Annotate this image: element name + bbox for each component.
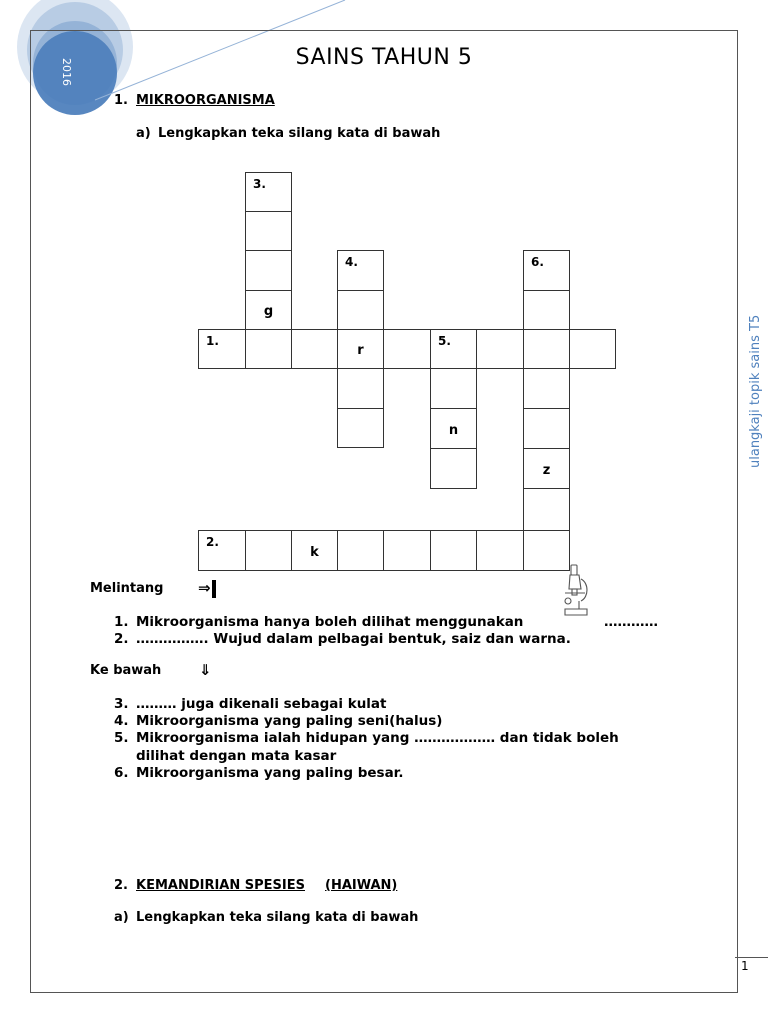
section1-instruction: Lengkapkan teka silang kata di bawah <box>158 126 441 141</box>
clue-number-3: 3. <box>253 177 266 191</box>
down-clue-6 <box>114 765 674 783</box>
across-clue-1 <box>114 614 674 632</box>
down-clue-text: Mikroorganisma yang paling besar. <box>136 765 404 781</box>
given-letter-z: z <box>542 462 551 478</box>
given-letter-k: k <box>310 544 319 560</box>
down-clue-3 <box>114 696 674 714</box>
page-title: SAINS TAHUN 5 <box>295 45 473 70</box>
down-arrow-icon: ⇓ <box>199 661 212 679</box>
down-clue-text-continued: dilihat dengan mata kasar <box>136 748 337 764</box>
down-clue-number: 5. <box>114 730 129 746</box>
side-label: ulangkaji topik sains T5 <box>748 314 763 468</box>
section2-heading-extra: (HAIWAN) <box>325 878 398 893</box>
text-cursor <box>212 580 216 598</box>
given-letter-n: n <box>448 422 459 438</box>
across-clue-number: 1. <box>114 614 129 630</box>
down-clue-number: 4. <box>114 713 129 729</box>
footer-rule <box>735 957 768 958</box>
across-clue-number: 2. <box>114 631 129 647</box>
section1-instruction-prefix: a) <box>136 126 151 141</box>
across-label: Melintang <box>90 581 164 596</box>
across-clue-blank: ………… <box>604 614 658 630</box>
down-clue-4 <box>114 713 674 731</box>
down-clue-number: 3. <box>114 696 129 712</box>
down-clue-text: Mikroorganisma ialah hidupan yang ……………… dan tidak boleh <box>136 730 619 746</box>
across-clue-text: Mikroorganisma hanya boleh dilihat menggunakan <box>136 614 524 630</box>
clue-number-6: 6. <box>531 255 544 269</box>
microscope-icon <box>557 563 593 619</box>
section2-instruction-prefix: a) <box>114 910 129 925</box>
down-clue-number: 6. <box>114 765 129 781</box>
year-label: 2016 <box>60 58 73 86</box>
clue-number-2: 2. <box>206 535 219 549</box>
down-clue-text: Mikroorganisma yang paling seni(halus) <box>136 713 443 729</box>
right-arrow-icon: ⇒ <box>198 579 211 597</box>
page-number: 1 <box>741 959 749 973</box>
section2-number: 2. <box>114 878 128 893</box>
down-clue-5 <box>114 730 674 766</box>
across-clue-text: ……………. Wujud dalam pelbagai bentuk, saiz dan warna. <box>136 631 571 647</box>
section1-number: 1. <box>114 93 128 108</box>
clue-number-4: 4. <box>345 255 358 269</box>
section2-heading: KEMANDIRIAN SPESIES <box>136 878 305 893</box>
section1-heading: MIKROORGANISMA <box>136 93 275 108</box>
across-clue-2 <box>114 631 674 649</box>
page-border <box>30 30 738 993</box>
given-letter-r: r <box>357 343 364 358</box>
clue-number-1: 1. <box>206 334 219 348</box>
down-label: Ke bawah <box>90 663 162 678</box>
section2-instruction: Lengkapkan teka silang kata di bawah <box>136 910 419 925</box>
clue-number-5: 5. <box>438 334 451 348</box>
down-clue-text: ……… juga dikenali sebagai kulat <box>136 696 387 712</box>
given-letter-g: g <box>263 304 274 319</box>
